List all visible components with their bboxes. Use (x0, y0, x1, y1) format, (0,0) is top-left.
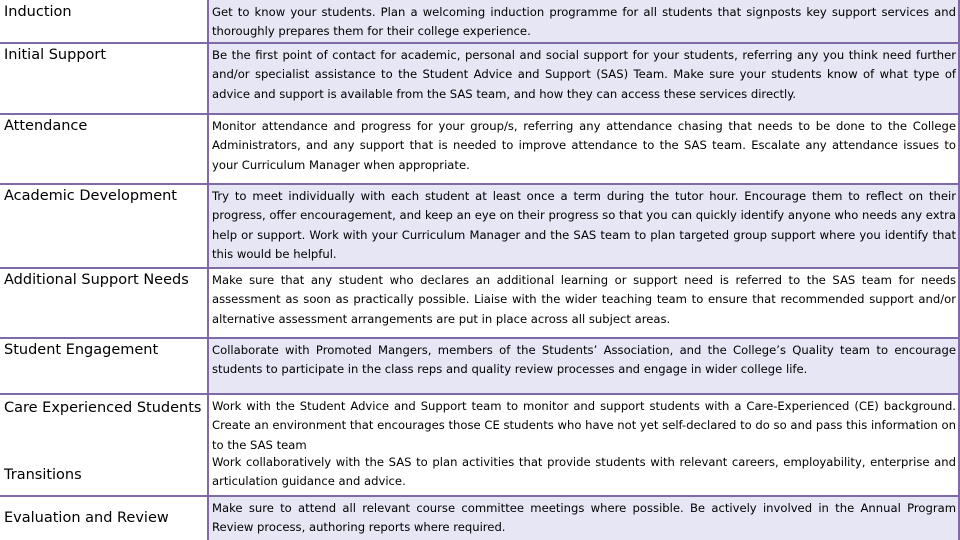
row-description: Get to know your students. Plan a welcoming induction programme for all students that signposts key support services and thoroughly prepares them for their college experience. (209, 0, 960, 43)
row-divider (0, 267, 960, 269)
row-label: Additional Support Needs (0, 268, 207, 338)
row-label: Evaluation and Review (0, 496, 207, 540)
table-row (0, 496, 960, 540)
row-description: Be the first point of contact for academic, personal and social support for your students, referring any you think need further and/or specialist assistance to the Student Advice and Support (SAS) Team. Make sure your students know of what type of advice and support is available from the SAS team, and how they can access these services directly. (209, 43, 960, 114)
row-description: Try to meet individually with each student at least once a term during the tutor hour. Encourage them to reflect on their progress, offer encouragement, and keep an eye on their progress so that you can quickly identify anyone who needs any extra help or support. Work with your Curriculum Manager and the SAS team to plan targeted group support where you identify that this would be helpful. (209, 184, 960, 268)
row-label: Induction (0, 0, 207, 43)
row-divider (0, 393, 960, 395)
row-divider (0, 183, 960, 185)
table-row (0, 394, 960, 453)
row-label: Academic Development (0, 184, 207, 268)
row-divider (0, 337, 960, 339)
row-label: Attendance (0, 114, 207, 184)
row-divider (0, 113, 960, 115)
row-label: Student Engagement (0, 338, 207, 394)
row-divider (0, 42, 960, 44)
row-label: Transitions (0, 453, 207, 496)
table-row (0, 268, 960, 338)
row-description: Make sure that any student who declares an additional learning or support need is referred to the SAS team for needs assessment as soon as practically possible. Liaise with the wider teaching team to ensure that recommended support and/or alternative assessment arrangements are put in place across all subject areas. (209, 268, 960, 338)
row-description: Monitor attendance and progress for your group/s, referring any attendance chasing that needs to be done to the College Administrators, and any support that is needed to improve attendance to the SAS team. Escalate any attendance issues to your Curriculum Manager when appropriate. (209, 114, 960, 184)
table-row (0, 338, 960, 394)
table-row (0, 184, 960, 268)
table-row (0, 43, 960, 114)
row-divider (0, 495, 960, 497)
table-row (0, 0, 960, 43)
row-description: Work collaboratively with the SAS to plan activities that provide students with relevant careers, employability, enterprise and articulation guidance and advice. (209, 453, 960, 496)
column-divider (207, 0, 209, 540)
table-row (0, 114, 960, 184)
row-label: Care Experienced Students (0, 394, 207, 453)
row-description: Collaborate with Promoted Mangers, members of the Students’ Association, and the College’s Quality team to encourage students to participate in the class reps and quality review processes and engage in wider college life. (209, 338, 960, 394)
table-row (0, 453, 960, 496)
row-label: Initial Support (0, 43, 207, 114)
row-description: Work with the Student Advice and Support team to monitor and support students with a Care-Experienced (CE) background. Create an environment that encourages those CE students who have not yet self-declared to do so and pass this information on to the SAS team (209, 394, 960, 453)
row-description: Make sure to attend all relevant course committee meetings where possible. Be actively involved in the Annual Program Review process, authoring reports where required. (209, 496, 960, 540)
